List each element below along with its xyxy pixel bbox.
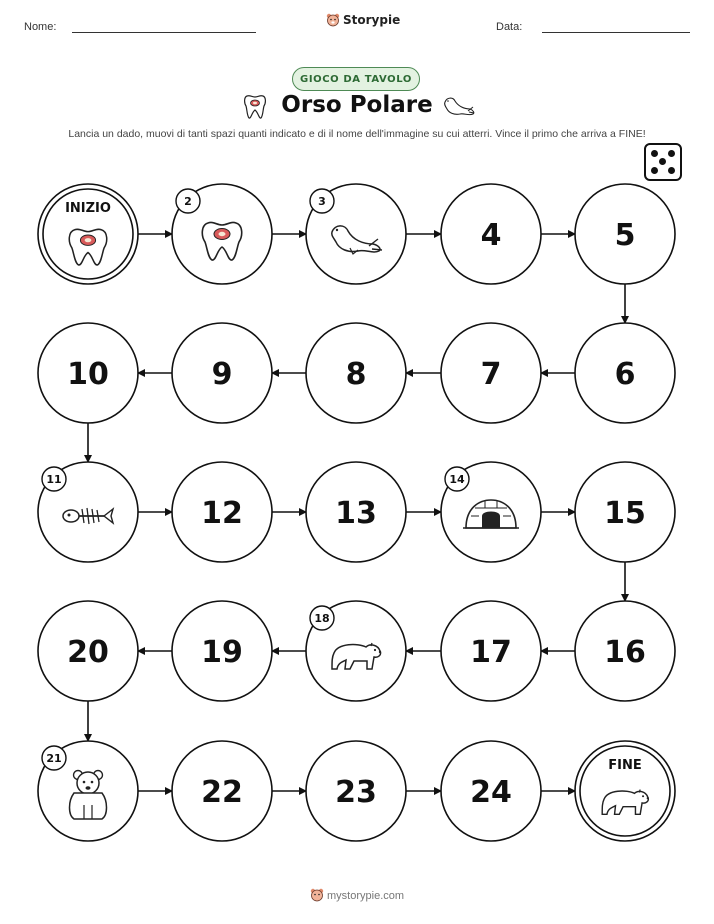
space-number: 12 [201,496,243,531]
board-space-15 [575,462,675,562]
space-number-badge: 18 [314,612,330,625]
space-number-badge: 14 [449,473,465,486]
brand-name: Storypie [343,13,401,27]
board-space-6 [575,323,675,423]
board-space-21 [38,741,138,841]
space-number-badge: 11 [46,473,62,486]
board-space-7 [441,323,541,423]
board-space-13 [306,462,406,562]
space-number: 24 [470,775,512,810]
board-space-3 [306,184,406,284]
space-number: 19 [201,635,243,670]
board-space-16 [575,601,675,701]
space-number-badge: 3 [318,195,326,208]
board-space-20 [38,601,138,701]
bear-cub-icon [70,771,107,820]
board-space-9 [172,323,272,423]
board-space-8 [306,323,406,423]
board-space-2 [172,184,272,284]
space-number: 22 [201,775,243,810]
space-number: 17 [470,635,512,670]
game-type-badge: GIOCO DA TAVOLO [292,67,420,91]
board-space-fine [575,741,675,841]
board-space-18 [306,601,406,701]
board-space-inizio [38,184,138,284]
space-number: 10 [67,357,109,392]
board-space-4 [441,184,541,284]
space-number: 6 [614,357,636,392]
space-number: 16 [604,635,646,670]
space-number: 15 [604,496,646,531]
space-number: 23 [335,775,377,810]
space-number: 4 [480,218,502,253]
space-number: 7 [480,357,502,392]
board-space-10 [38,323,138,423]
board-space-5 [575,184,675,284]
space-number: 13 [335,496,377,531]
game-instructions: Lancia un dado, muovi di tanti spazi quanti indicato e di il nome dell'immagine su cui atterri. Vince il primo che arriva a FINE! [68,128,646,140]
board-space-17 [441,601,541,701]
board-space-24 [441,741,541,841]
board-space-11 [38,462,138,562]
bear-logo-icon [310,888,324,902]
date-label: Data: [496,21,523,33]
page-title: Orso Polare [281,92,433,118]
board-space-14 [441,462,541,562]
footer-url: mystorypie.com [327,890,405,902]
board-space-12 [172,462,272,562]
space-label: INIZIO [65,201,111,216]
space-number: 5 [614,218,636,253]
space-number-badge: 21 [46,752,62,765]
space-number-badge: 2 [184,195,192,208]
space-number: 8 [345,357,367,392]
board-space-22 [172,741,272,841]
board-space-19 [172,601,272,701]
space-number: 20 [67,635,109,670]
space-number: 9 [211,357,233,392]
name-label: Nome: [24,21,57,33]
board-space-23 [306,741,406,841]
space-label: FINE [608,758,642,773]
footer [0,888,714,902]
